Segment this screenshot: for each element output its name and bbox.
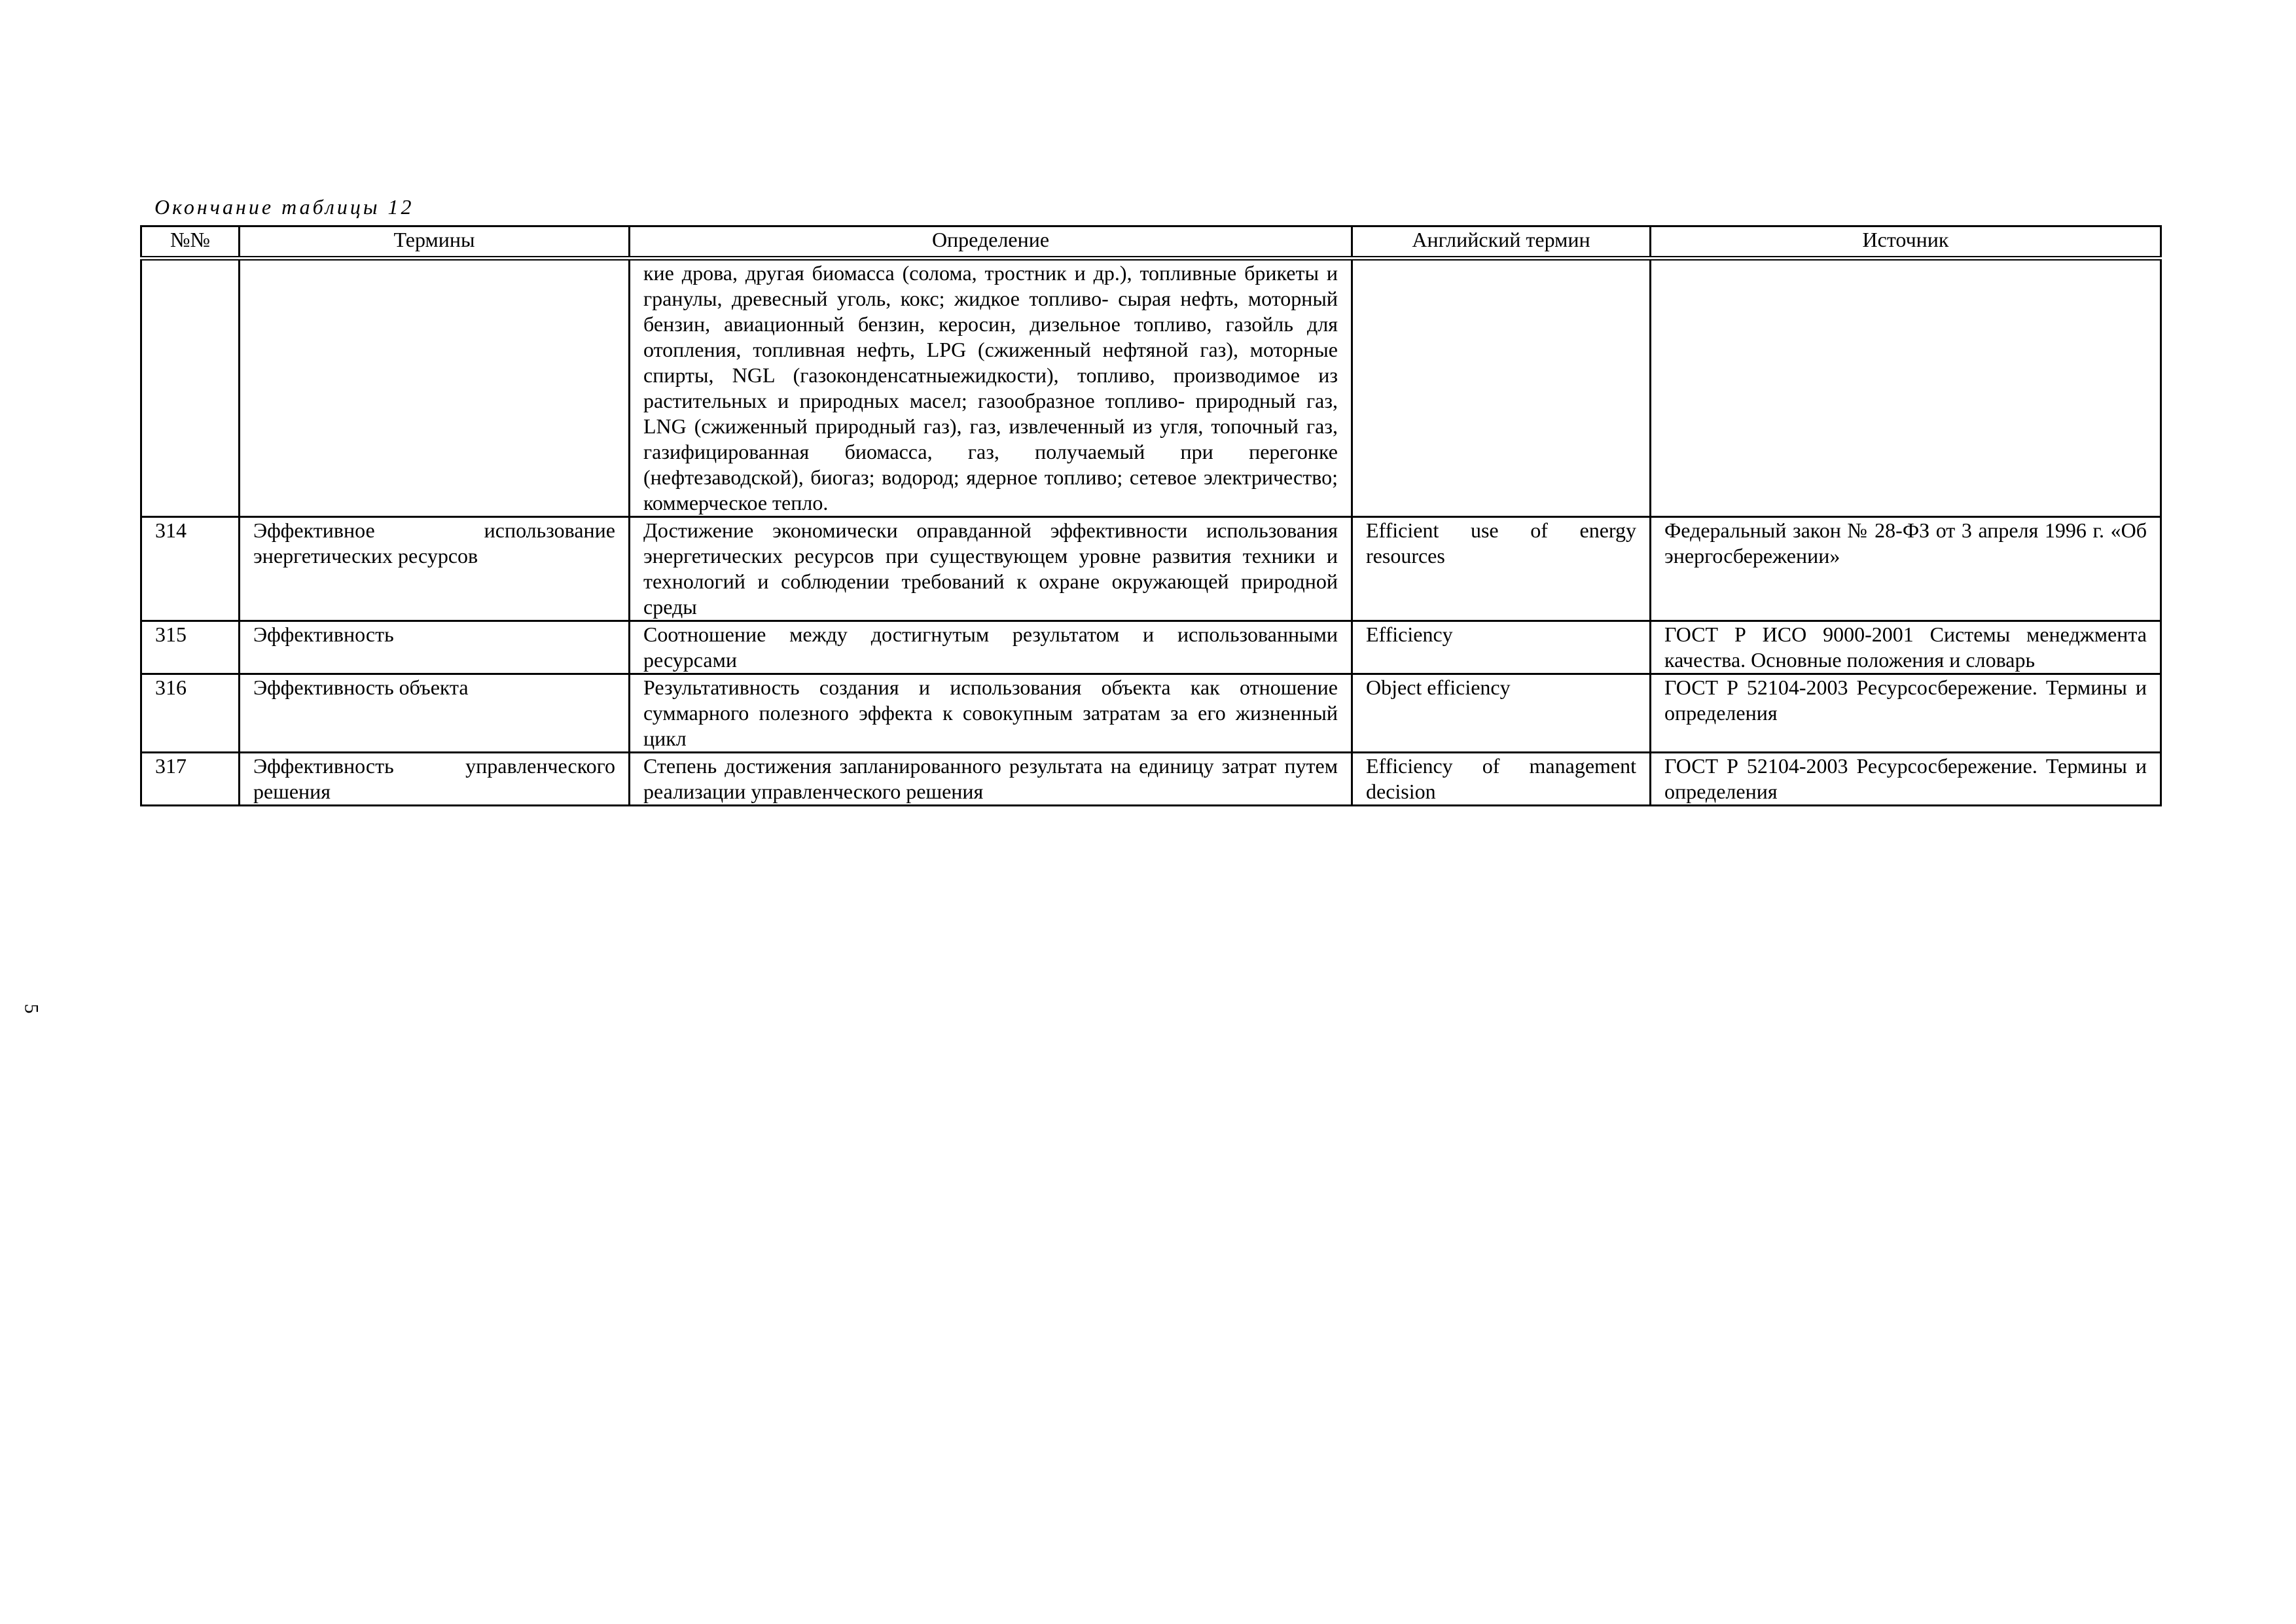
row-definition: кие дрова, другая биомасса (солома, тростник и др.), топливные брикеты и гранулы, древесный уголь, кокс; жидкое топливо- сырая нефть, моторный бензин, авиационный бензин, керосин, дизельное топливо, газойль для отопления, топливная нефть, LPG (сжиженный нефтяной газ), моторные спирты, NGL (газоконденсатныежидкости), топливо, производимое из растительных и природных масел; газообразное топливо- природный газ, LNG (сжиженный природный газ), газ, извлеченный из угля, топочный газ, газифицированная биомасса, газ, получаемый при перегонке (нефтезаводской), биогаз; водород; ядерное топливо; сетевое электричество; коммерческое тепло. <box>630 259 1352 517</box>
table-row <box>141 621 2161 674</box>
row-term <box>240 259 630 517</box>
table-row <box>141 517 2161 621</box>
header-num: №№ <box>141 226 240 259</box>
row-source: Федеральный закон № 28-ФЗ от 3 апреля 1996 г. «Об энергосбережении» <box>1651 517 2161 621</box>
row-english: Object efficiency <box>1352 674 1651 753</box>
table-row <box>141 259 2161 517</box>
row-num: 314 <box>141 517 240 621</box>
row-term: Эффективность объекта <box>240 674 630 753</box>
row-source <box>1651 259 2161 517</box>
row-num: 316 <box>141 674 240 753</box>
row-num: 315 <box>141 621 240 674</box>
row-source: ГОСТ Р 52104-2003 Ресурсосбережение. Термины и определения <box>1651 674 2161 753</box>
row-definition: Степень достижения запланированного результата на единицу затрат путем реализации управленческого решения <box>630 753 1352 806</box>
table-caption: Окончание таблицы 12 <box>154 195 414 219</box>
header-term: Термины <box>240 226 630 259</box>
row-definition: Соотношение между достигнутым результатом и использованными ресурсами <box>630 621 1352 674</box>
page-number: 5 <box>20 1003 43 1014</box>
row-english: Efficiency <box>1352 621 1651 674</box>
row-num: 317 <box>141 753 240 806</box>
row-source: ГОСТ Р 52104-2003 Ресурсосбережение. Термины и определения <box>1651 753 2161 806</box>
table-row <box>141 753 2161 806</box>
row-num <box>141 259 240 517</box>
header-definition: Определение <box>630 226 1352 259</box>
row-term: Эффективное использование энергетических ресурсов <box>240 517 630 621</box>
row-source: ГОСТ Р ИСО 9000-2001 Системы менеджмента качества. Основные положения и словарь <box>1651 621 2161 674</box>
terms-table <box>140 225 2162 806</box>
row-english: Efficiency of management decision <box>1352 753 1651 806</box>
header-source: Источник <box>1651 226 2161 259</box>
row-term: Эффективность <box>240 621 630 674</box>
row-english <box>1352 259 1651 517</box>
row-english: Efficient use of energy resources <box>1352 517 1651 621</box>
row-term: Эффективность управленческого решения <box>240 753 630 806</box>
row-definition: Результативность создания и использования объекта как отношение суммарного полезного эффекта к совокупным затратам за его жизненный цикл <box>630 674 1352 753</box>
header-english: Английский термин <box>1352 226 1651 259</box>
table-header-row <box>141 226 2161 259</box>
table-row <box>141 674 2161 753</box>
row-definition: Достижение экономически оправданной эффективности использования энергетических ресурсов при существующем уровне развития техники и технологий и соблюдении требований к охране окружающей природной среды <box>630 517 1352 621</box>
